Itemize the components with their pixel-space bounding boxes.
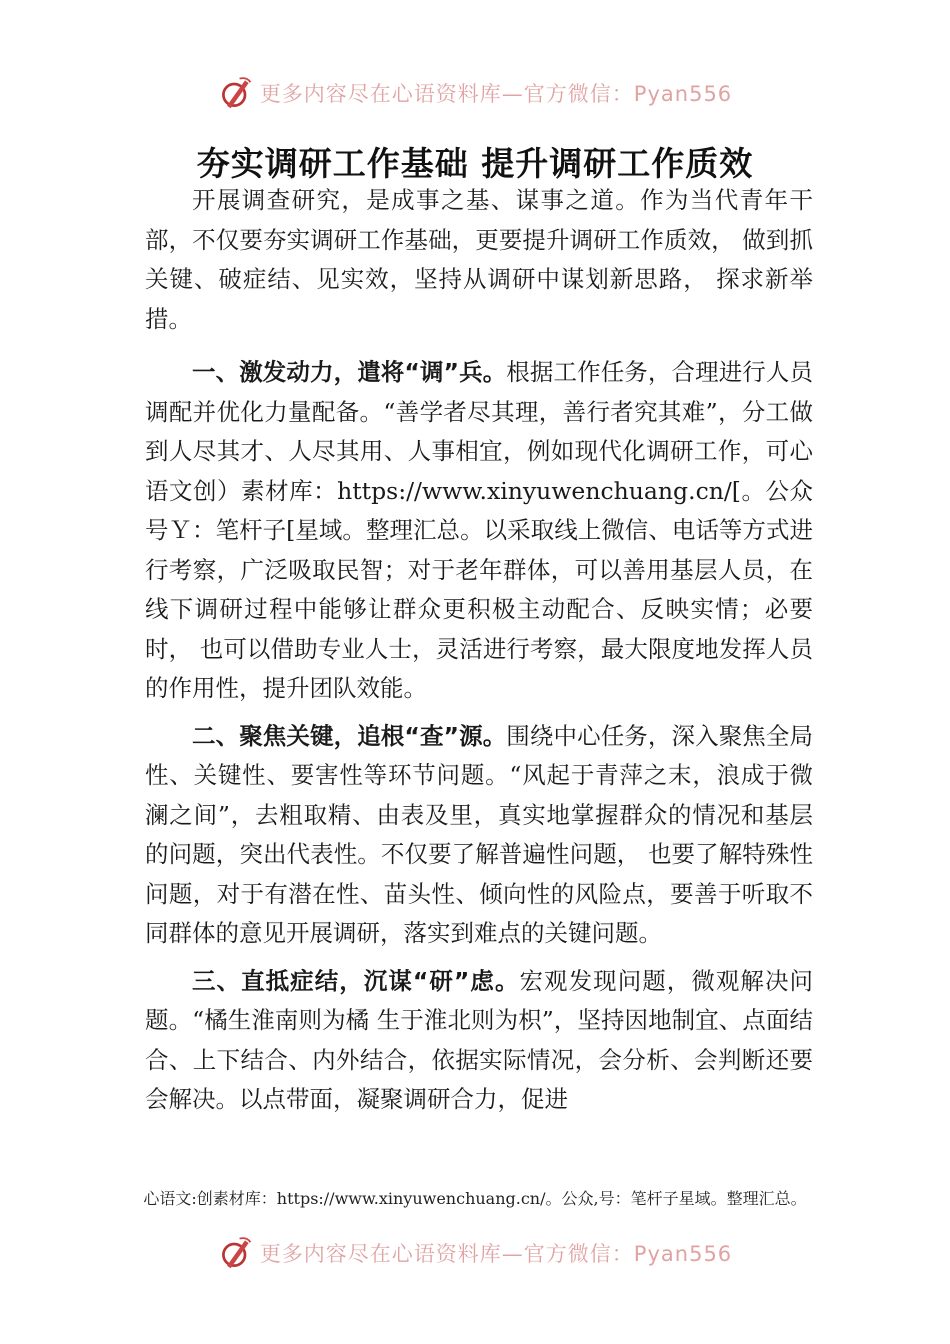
- footer-banner: [0, 1228, 950, 1278]
- section-paragraph-1: [145, 353, 813, 709]
- section-body-1: 根据工作任务，合理进行人员调配并优化力量配备。“善学者尽其理，善行者究其难”，分工做到人尽其才、人尽其用、人事相宜，例如现代化调研工作，可心语文创）素材库：https://www.xinyuwenchuang.cn/[。公众号Ｙ：笔杆子[星域。整理汇总。以采取线上微信、电话等方式进行考察，广泛吸取民智；对于老年群体，可以善用基层人员，在线下调研过程中能够让群众更积极主动配合、反映实情；必要时， 也可以借助专业人士，灵活进行考察，最大限度地发挥人员的作用性，提升团队效能。: [145, 358, 814, 702]
- pen-logo-icon: [218, 1235, 254, 1271]
- section-paragraph-2: [145, 717, 813, 954]
- pen-logo-icon: [218, 75, 254, 111]
- document-title: 夯实调研工作基础 提升调研工作质效: [196, 144, 754, 183]
- header-banner: [0, 68, 950, 118]
- banner-text: 更多内容尽在心语资料库—官方微信：Pyan556: [259, 82, 733, 106]
- section-body-2: 围绕中心任务，深入聚焦全局性、关键性、要害性等环节问题。“风起于青萍之末，浪成于微澜之间”，去粗取精、由表及里，真实地掌握群众的情况和基层的问题，突出代表性。不仅要了解普遍性问题， 也要了解特殊性问题，对于有潜在性、苗头性、倾向性的风险点，要善于听取不同群体的意见开展调研，落实到难点的关键问题。: [145, 721, 814, 947]
- section-heading-3: 三、直抵症结，沉谋“研”虑。: [192, 966, 520, 995]
- section-paragraph-3: [145, 962, 813, 1120]
- document-body: [145, 181, 813, 1128]
- section-heading-2: 二、聚焦关键，追根“查”源。: [192, 721, 507, 750]
- intro-paragraph: 开展调查研究，是成事之基、谋事之道。作为当代青年干部，不仅要夯实调研工作基础，更要提升调研工作质效， 做到抓关键、破症结、见实效，坚持从调研中谋划新思路， 探求新举措。: [145, 186, 813, 333]
- section-body-3: 宏观发现问题，微观解决问题。“橘生淮南则为橘 生于淮北则为枳”，坚持因地制宜、点面结合、上下结合、内外结合，依据实际情况，会分析、会判断还要会解决。以点带面，凝聚调研合力，促进: [145, 966, 814, 1113]
- banner-text: 更多内容尽在心语资料库—官方微信：Pyan556: [259, 1242, 733, 1266]
- page-footnote: 心语文:创素材库：https://www.xinyuwenchuang.cn/。公众,号：笔杆子星域。整理汇总。: [143, 1189, 807, 1208]
- section-heading-1: 一、激发动力，遣将“调”兵。: [192, 358, 507, 386]
